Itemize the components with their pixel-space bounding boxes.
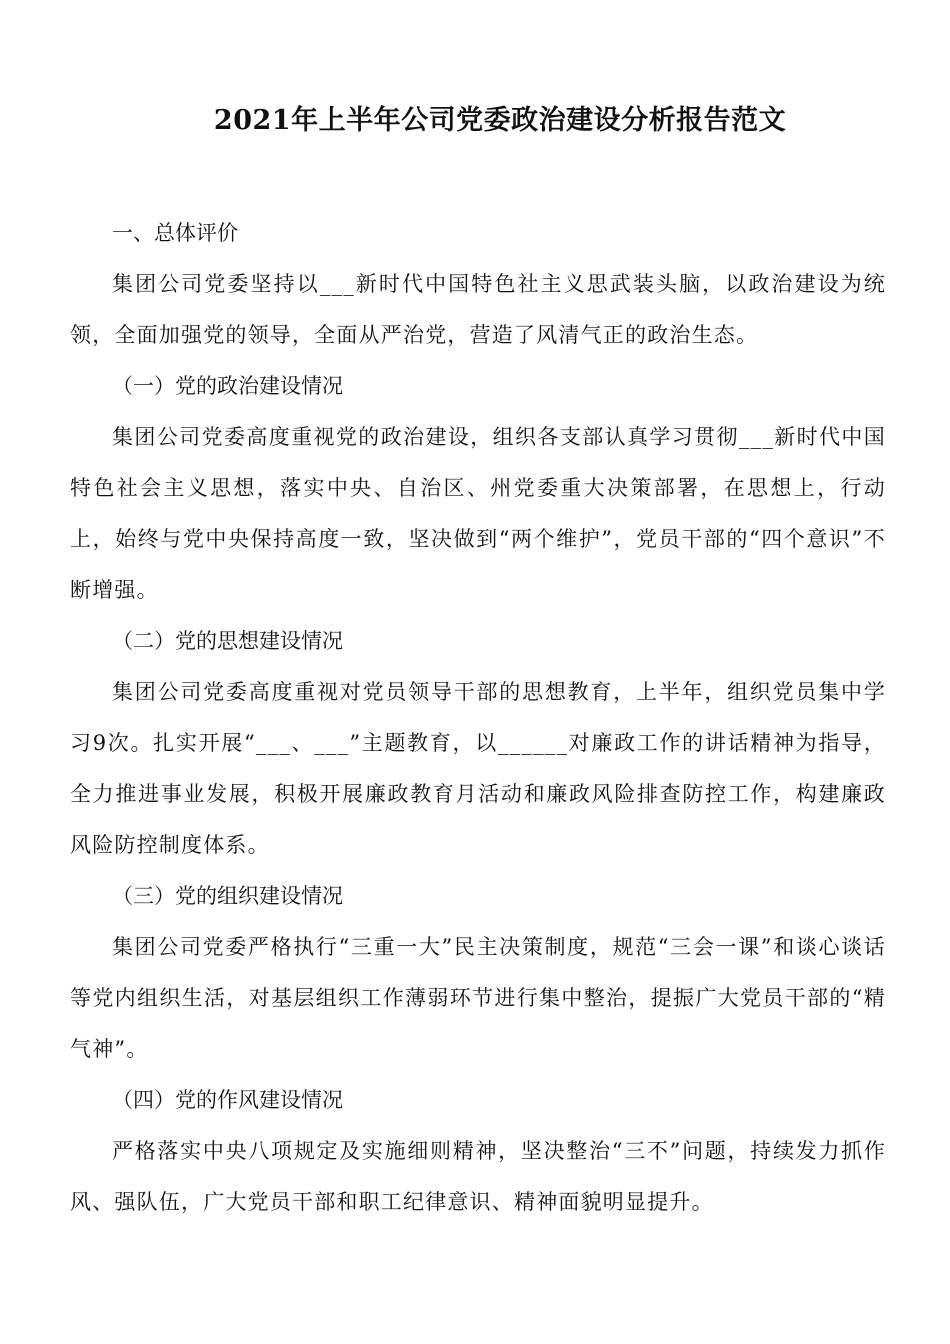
document-body — [70, 208, 886, 1228]
document-title: 2021年上半年公司党委政治建设分析报告范文 — [213, 105, 787, 136]
intro-paragraph: 集团公司党委坚持以___新时代中国特色社主义思武装头脑，以政治建设为统领，全面加强党的领导，全面从严治党，营造了风清气正的政治生态。 — [70, 272, 886, 347]
subsection-heading-organizational: （三）党的组织建设情况 — [112, 884, 343, 908]
section-heading: 一、总体评价 — [112, 221, 238, 245]
subsection-heading-conduct: （四）党的作风建设情况 — [112, 1088, 343, 1112]
subsection-heading-ideological: （二）党的思想建设情况 — [112, 629, 343, 653]
subsection-paragraph-political: 集团公司党委高度重视党的政治建设，组织各支部认真学习贯彻___新时代中国特色社会主义思想，落实中央、自治区、州党委重大决策部署，在思想上，行动上，始终与党中央保持高度一致，坚决做到“两个维护”，党员干部的“四个意识”不断增强。 — [70, 425, 886, 602]
subsection-paragraph-ideological: 集团公司党委高度重视对党员领导干部的思想教育，上半年，组织党员集中学习9次。扎实开展“___、___”主题教育，以______对廉政工作的讲话精神为指导，全力推进事业发展，积极开展廉政教育月活动和廉政风险排查防控工作，构建廉政风险防控制度体系。 — [70, 680, 886, 857]
subsection-heading-political: （一）党的政治建设情况 — [112, 374, 343, 398]
subsection-paragraph-organizational: 集团公司党委严格执行“三重一大”民主决策制度，规范“三会一课”和谈心谈话等党内组织生活，对基层组织工作薄弱环节进行集中整治，提振广大党员干部的“精气神”。 — [70, 935, 886, 1061]
subsection-paragraph-conduct: 严格落实中央八项规定及实施细则精神，坚决整治“三不”问题，持续发力抓作风、强队伍，广大党员干部和职工纪律意识、精神面貌明显提升。 — [70, 1139, 886, 1214]
